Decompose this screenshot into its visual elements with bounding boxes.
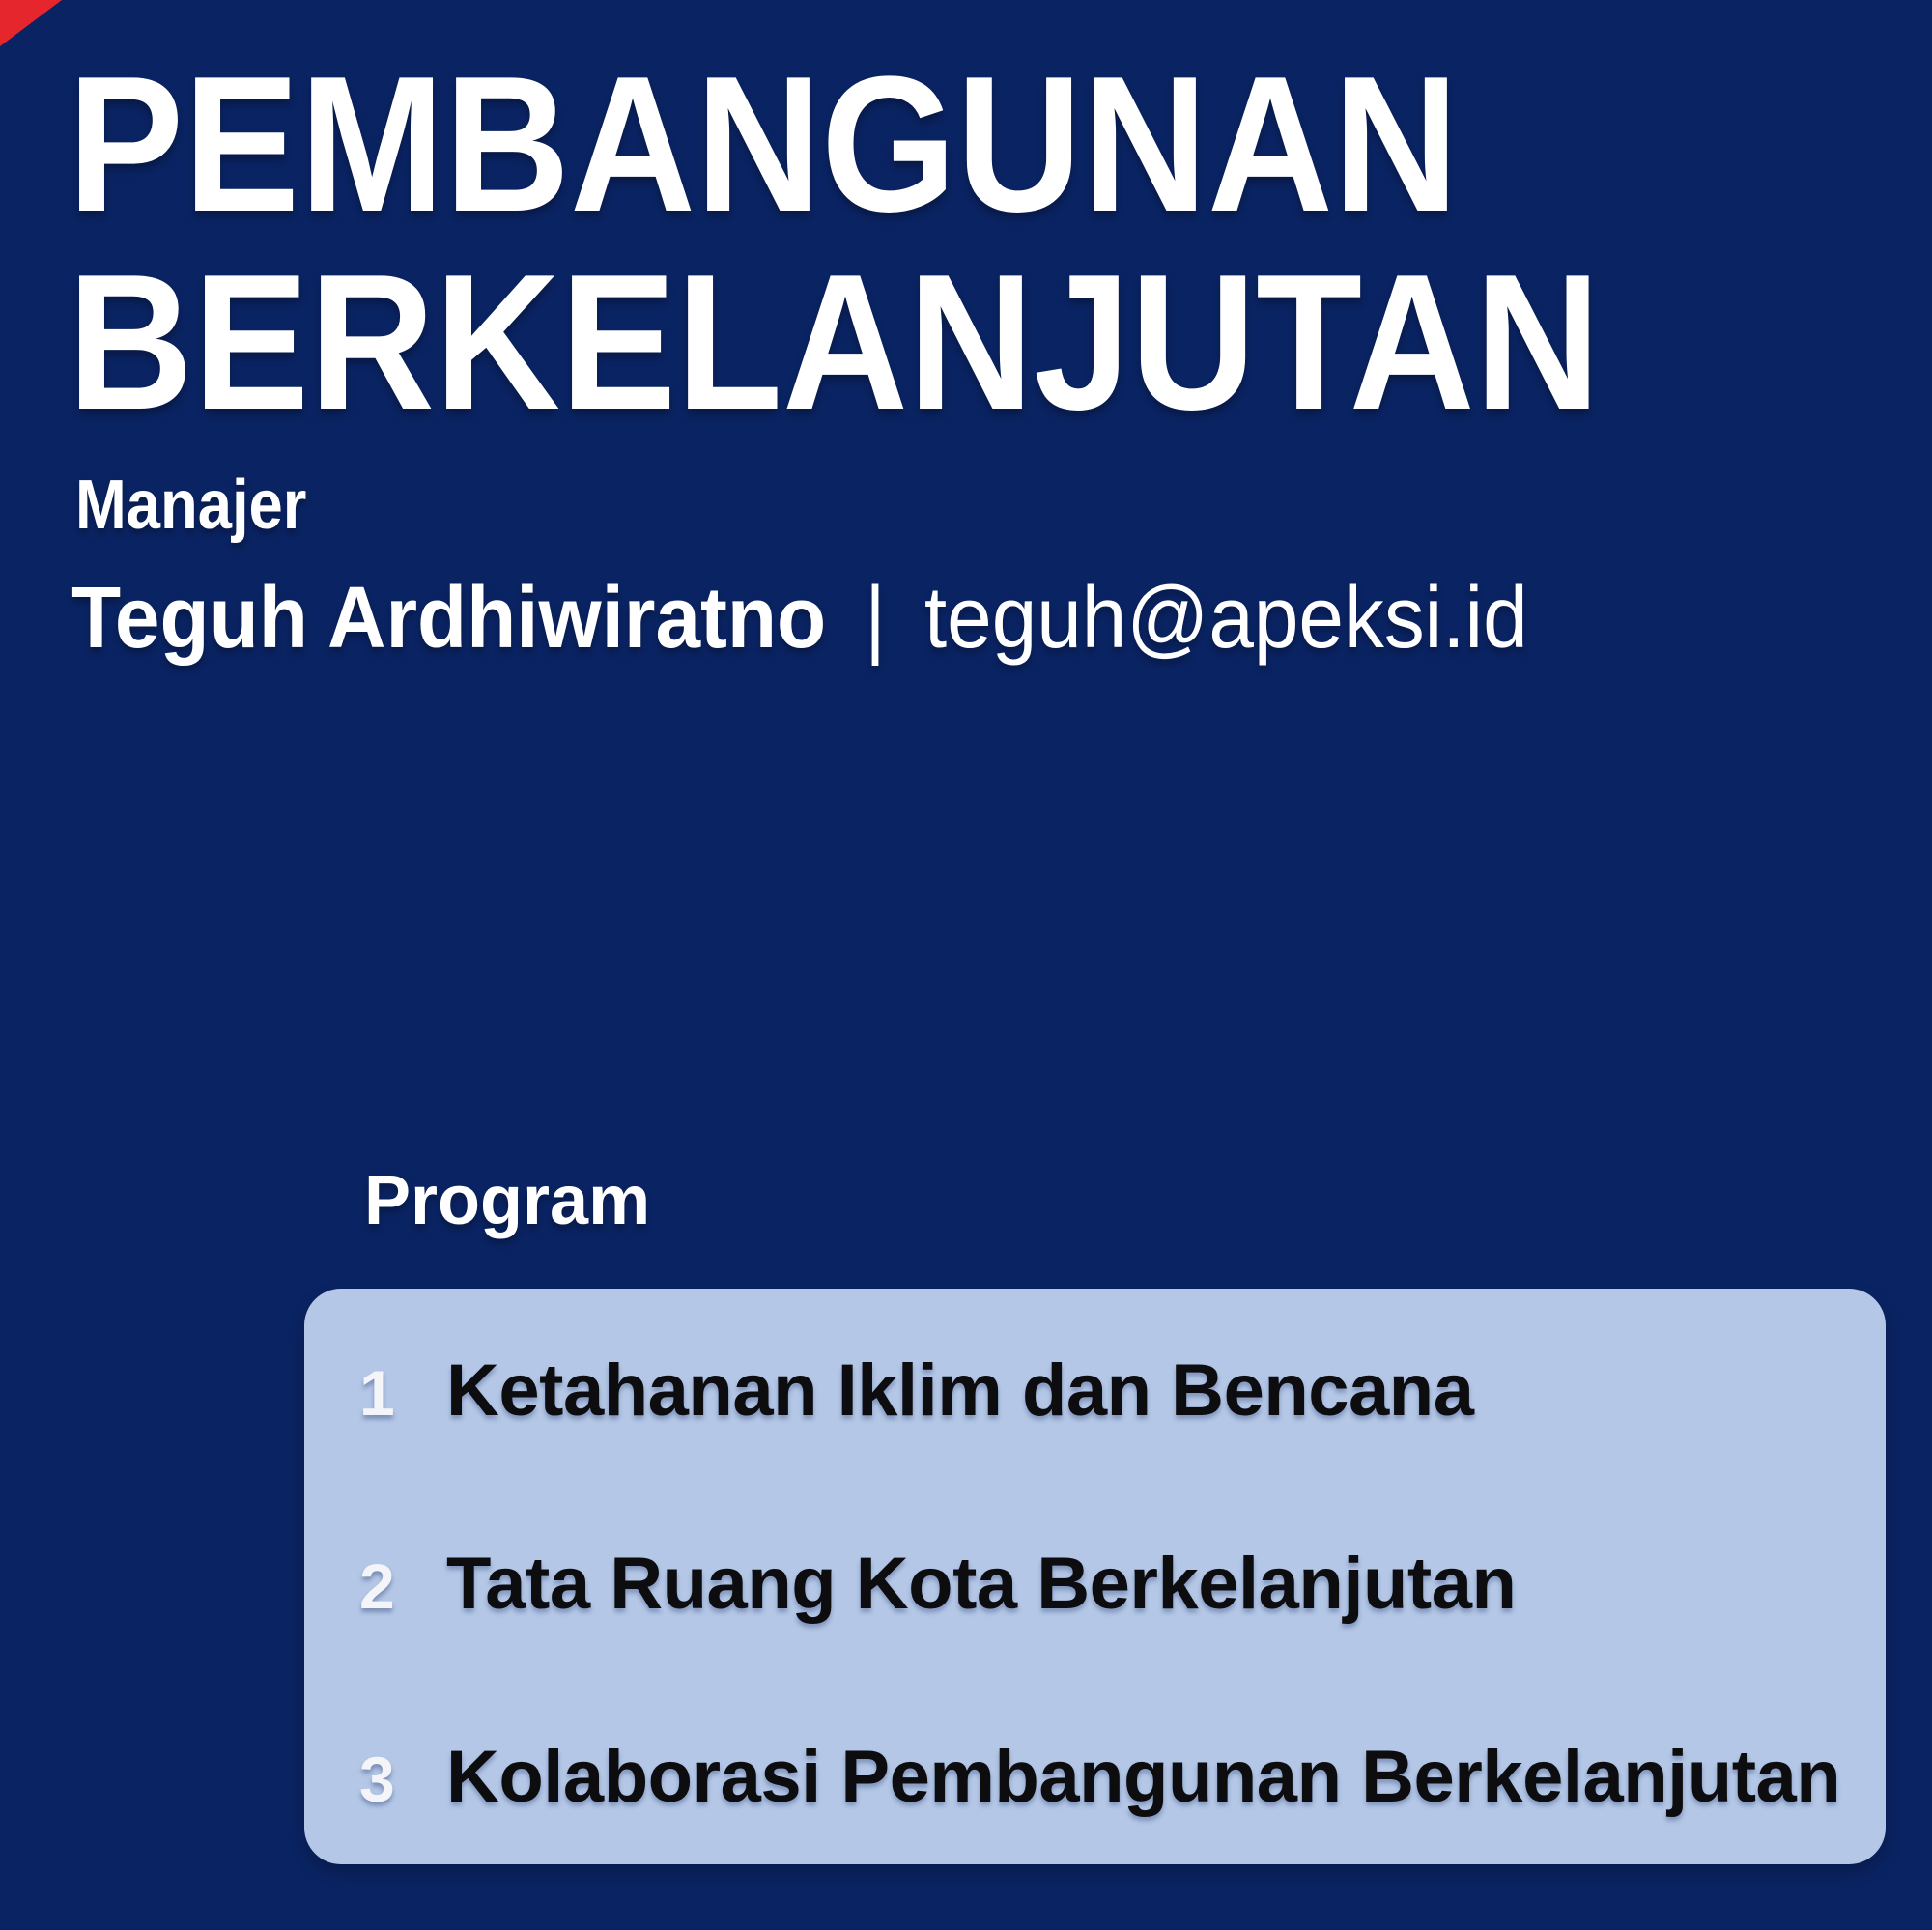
program-item-3-label: Kolaborasi Pembangunan Berkelanjutan <box>446 1736 1841 1818</box>
corner-accent-triangle <box>0 0 62 46</box>
program-item-2 <box>359 1536 1516 1634</box>
page-title <box>68 37 1601 450</box>
program-item-3-number: 3 <box>359 1744 395 1815</box>
person-name: Teguh Ardhiwiratno <box>71 570 827 667</box>
contact-line <box>71 570 1528 667</box>
page-title-line1: PEMBANGUNAN <box>68 37 1459 252</box>
program-item-1 <box>359 1343 1474 1441</box>
contact-separator: | <box>865 570 886 667</box>
program-item-1-number: 1 <box>359 1357 395 1429</box>
page-title-line2: BERKELANJUTAN <box>68 235 1601 450</box>
program-item-1-label: Ketahanan Iklim dan Bencana <box>446 1349 1474 1432</box>
program-item-2-label: Tata Ruang Kota Berkelanjutan <box>446 1543 1517 1625</box>
role-label: Manajer <box>75 467 307 544</box>
program-card <box>304 1289 1886 1864</box>
email-address: teguh@apeksi.id <box>923 570 1528 667</box>
program-section-label: Program <box>364 1162 651 1239</box>
program-item-2-number: 2 <box>359 1550 395 1622</box>
program-item-3 <box>359 1729 1840 1828</box>
